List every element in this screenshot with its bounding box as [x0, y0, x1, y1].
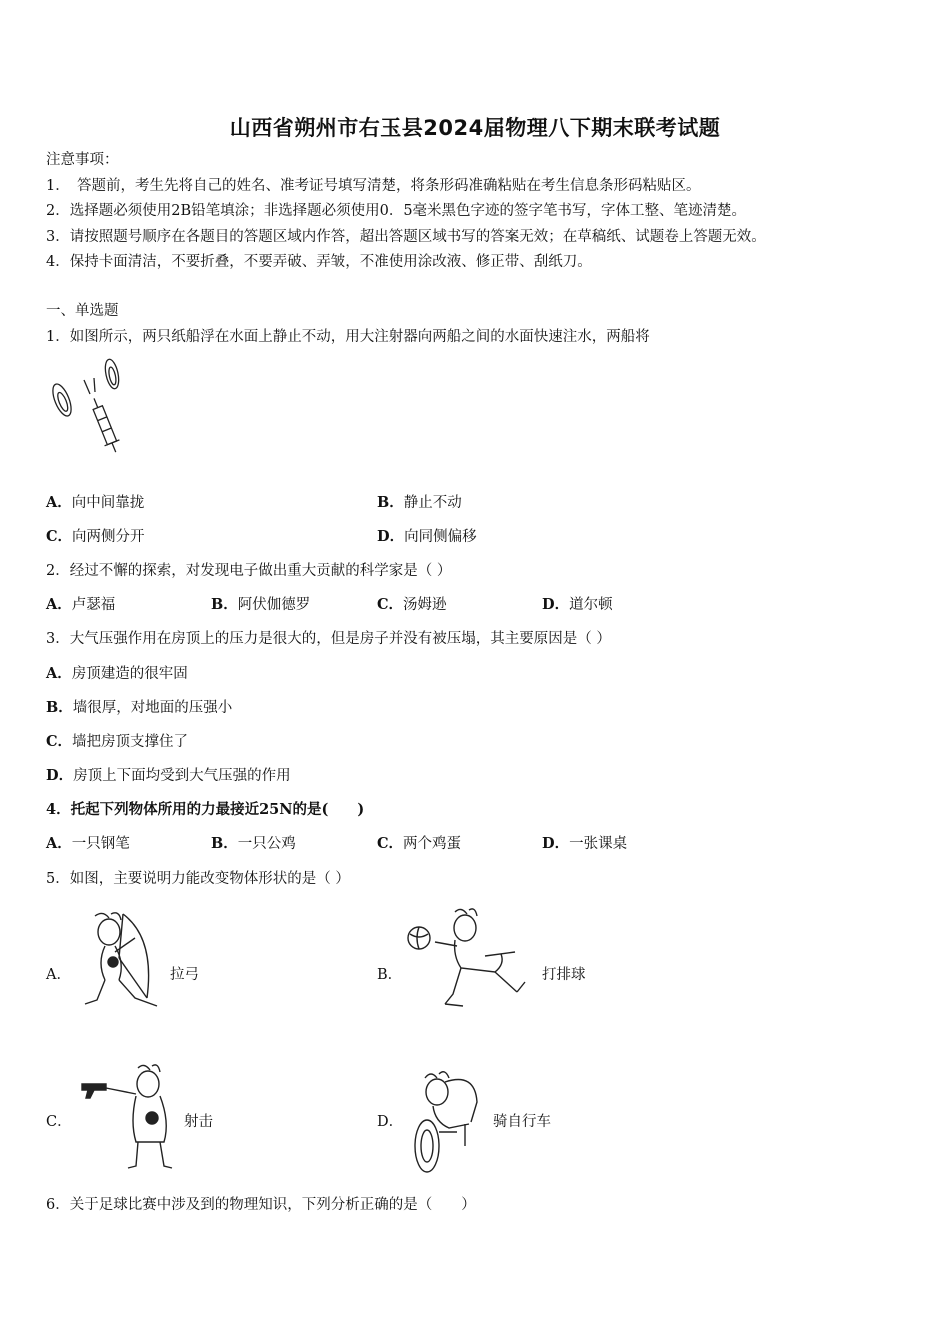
option: C．向两侧分开: [46, 528, 145, 545]
notice-item: 1． 答题前，考生先将自己的姓名、准考证号填写清楚，将条形码准确粘贴在考生信息条形码粘贴区。: [46, 178, 701, 194]
option: A．卢瑟福: [46, 596, 116, 613]
goat-cycling-figure: [405, 1062, 495, 1177]
option: D．一张课桌: [542, 835, 628, 852]
option-text: 骑自行车: [493, 1114, 551, 1130]
option: D．房顶上下面均受到大气压强的作用: [46, 767, 291, 784]
option: B．阿伏伽德罗: [211, 596, 311, 613]
question-stem: 3．大气压强作用在房顶上的压力是很大的，但是房子并没有被压塌，其主要原因是（ ）: [46, 631, 611, 647]
option: D．道尔顿: [542, 596, 613, 613]
goat-volleyball-figure: [405, 906, 535, 1016]
goat-shooting-figure: [80, 1062, 180, 1172]
question-stem: 2．经过不懈的探索，对发现电子做出重大贡献的科学家是（ ）: [46, 563, 452, 579]
option: C．汤姆逊: [377, 596, 447, 613]
question-stem: 6．关于足球比赛中涉及到的物理知识，下列分析正确的是（ ）: [46, 1197, 476, 1213]
notice-item: 2．选择题必须使用2B铅笔填涂；非选择题必须使用0．5毫米黑色字迹的签字笔书写，字体工整、笔迹清楚。: [46, 203, 747, 219]
page-title: 山西省朔州市右玉县2024届物理八下期末联考试题: [229, 116, 721, 140]
notice-item: 4．保持卡面清洁，不要折叠，不要弄破、弄皱，不准使用涂改液、修正带、刮纸刀。: [46, 254, 592, 270]
question-stem: 4．托起下列物体所用的力最接近25N的是( ): [46, 801, 365, 818]
option-text: 射击: [184, 1114, 213, 1130]
question-stem: 5．如图，主要说明力能改变物体形状的是（ ）: [46, 871, 350, 887]
section-heading: 一、单选题: [46, 303, 119, 319]
option: A．向中间靠拢: [46, 494, 145, 511]
option-letter: C．: [46, 1114, 72, 1130]
option: A．房顶建造的很牢固: [46, 665, 188, 682]
option: B．一只公鸡: [211, 835, 296, 852]
option-letter: A．: [46, 967, 71, 983]
option-letter: D．: [377, 1114, 404, 1130]
notice-item: 3．请按照题号顺序在各题目的答题区域内作答，超出答题区域书写的答案无效；在草稿纸、试题卷上答题无效。: [46, 229, 766, 245]
question-stem: 1．如图所示，两只纸船浮在水面上静止不动，用大注射器向两船之间的水面快速注水，两船将: [46, 329, 650, 345]
option: A．一只钢笔: [46, 835, 130, 852]
paper-boats-syringe-figure: [48, 360, 138, 460]
option: D．向同侧偏移: [377, 528, 477, 545]
goat-drawing-bow-figure: [75, 908, 165, 1018]
option: B．墙很厚，对地面的压强小: [46, 699, 233, 716]
option-letter: B．: [377, 967, 403, 983]
option: C．两个鸡蛋: [377, 835, 462, 852]
option: C．墙把房顶支撑住了: [46, 733, 189, 750]
option: B．静止不动: [377, 494, 462, 511]
option-text: 打排球: [542, 967, 586, 983]
notice-heading: 注意事项：: [46, 152, 119, 168]
option-text: 拉弓: [170, 967, 199, 983]
